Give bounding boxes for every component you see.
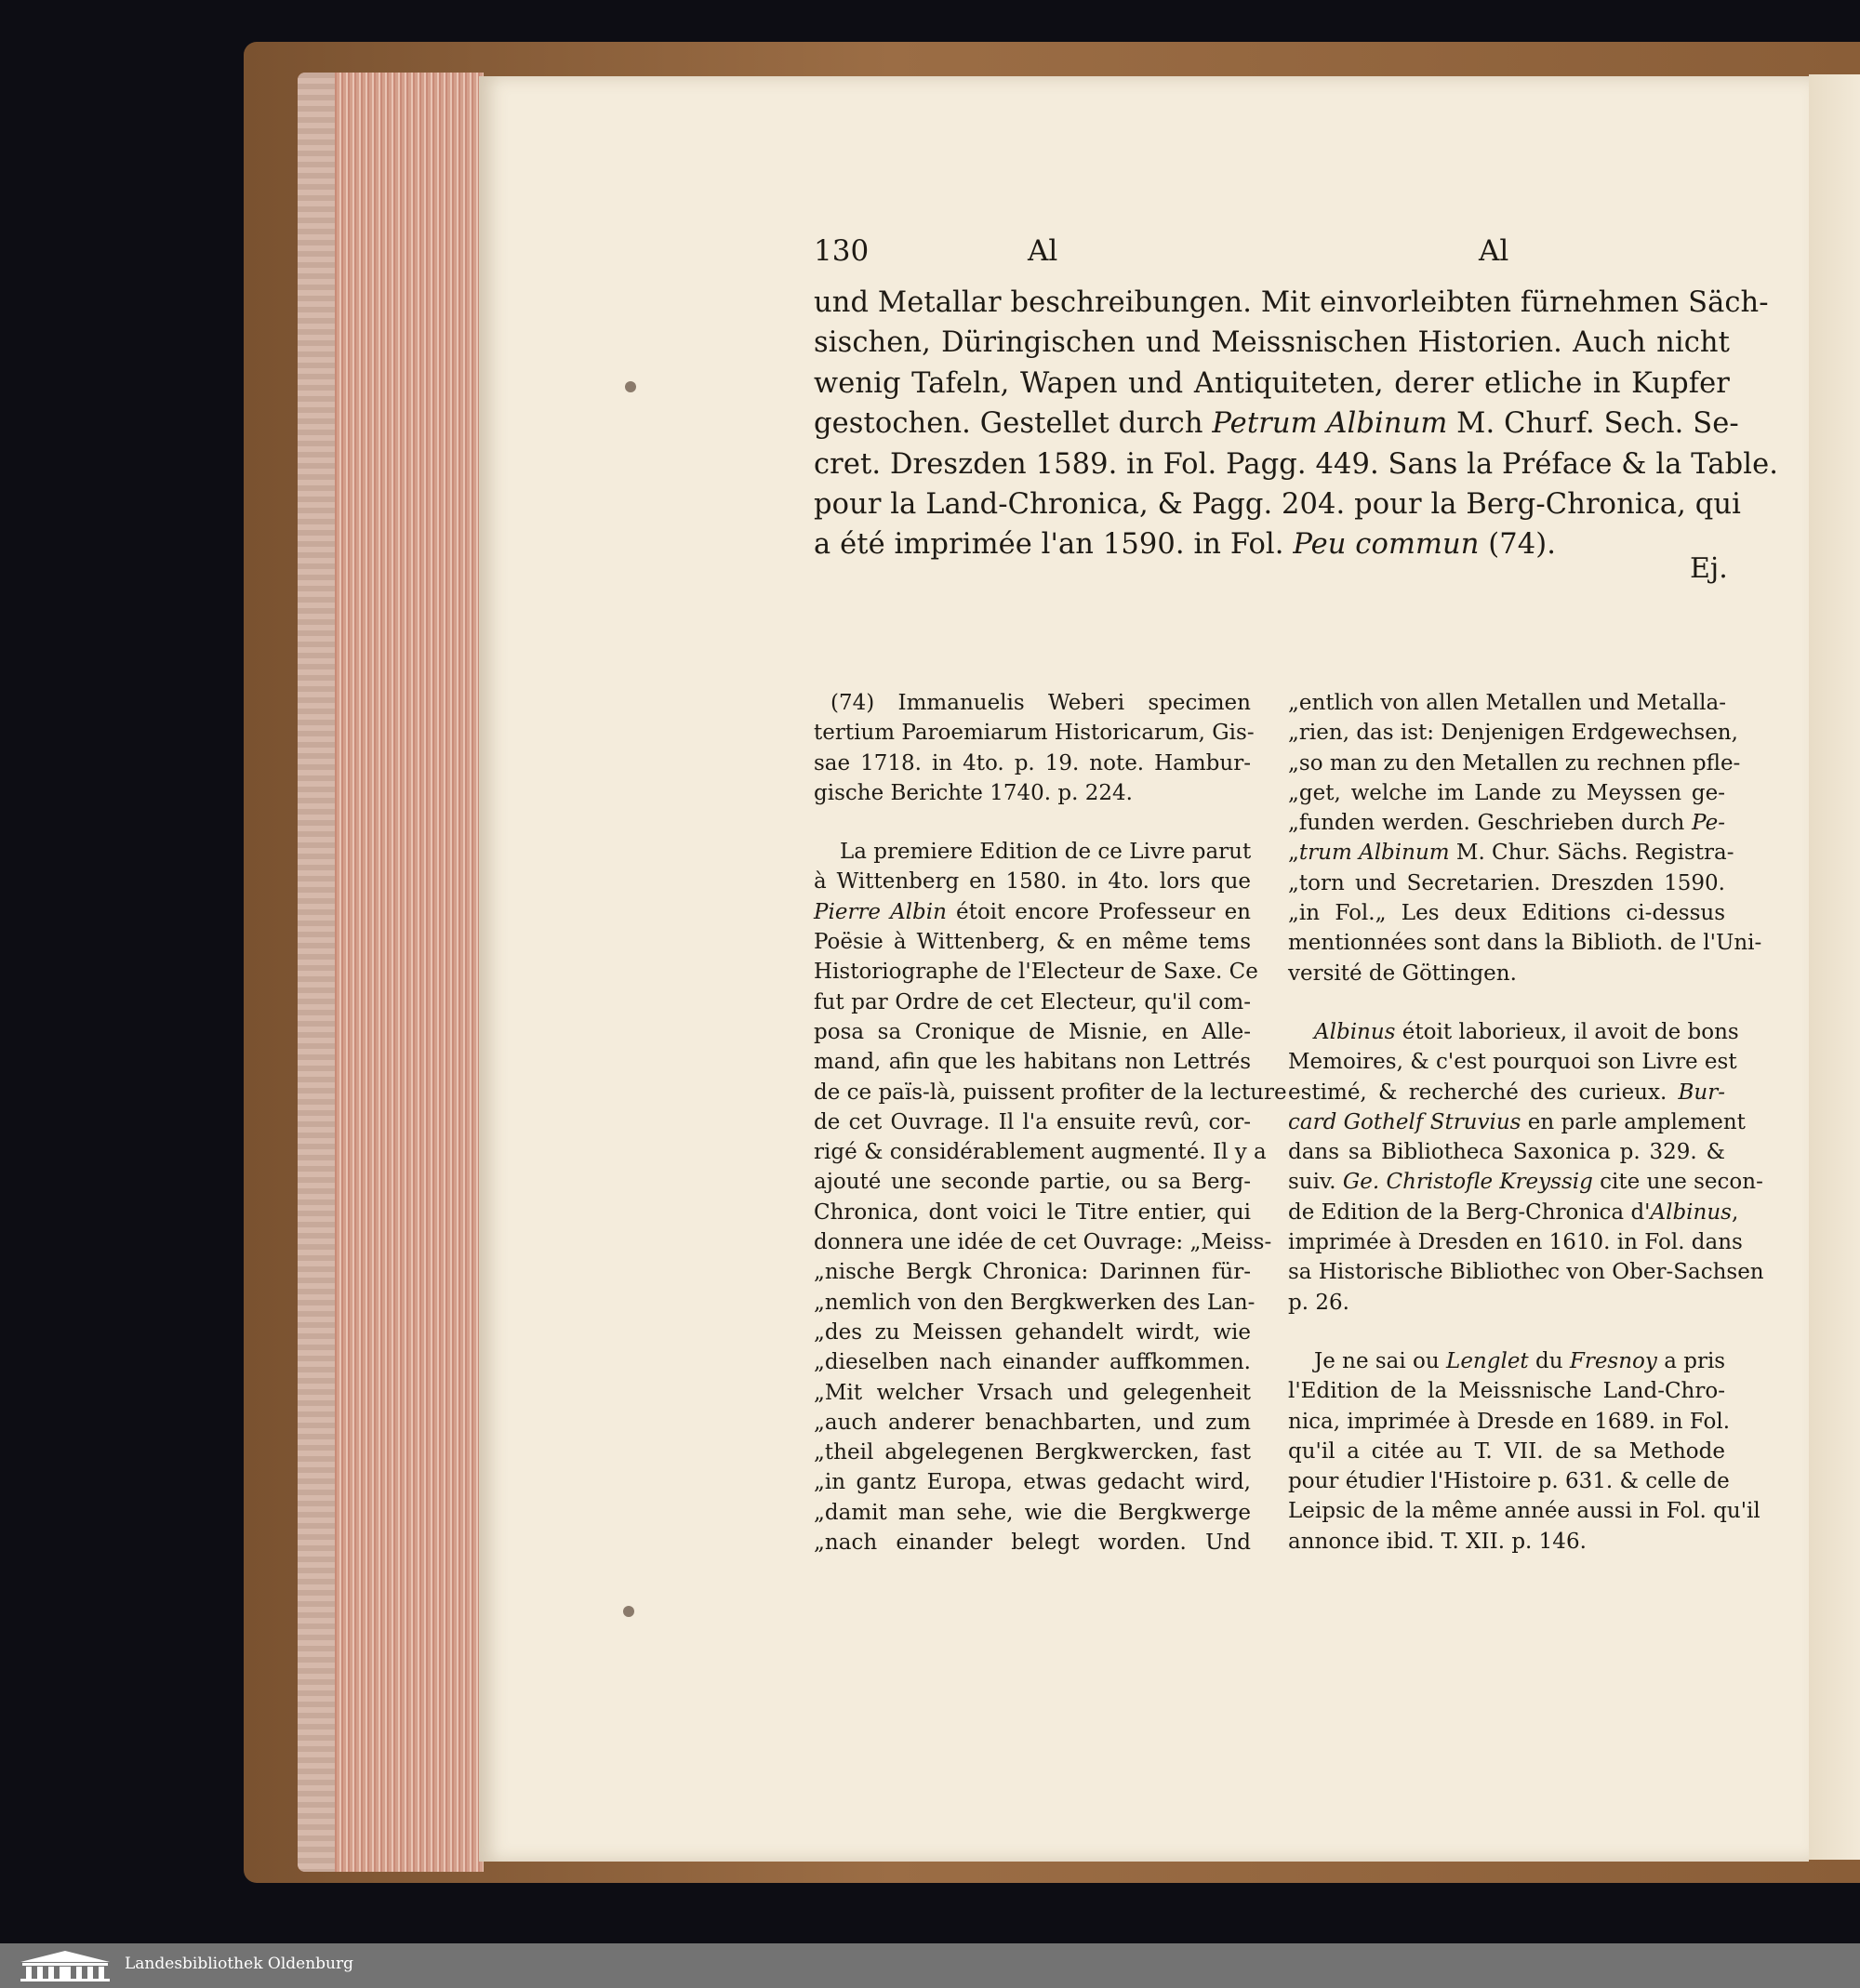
paragraph-title-continued [1288, 688, 1762, 988]
library-building-icon [13, 1949, 117, 1982]
footer-bar [0, 1943, 1860, 1988]
spine-edge [298, 73, 335, 1872]
text-line: und Metallar beschreibungen. Mit einvorleibten fürnehmen Säch- [814, 286, 1769, 319]
text-line: p. 26. [1288, 1290, 1349, 1315]
continued-title-block [814, 283, 1779, 565]
text-line: mand, afin que les habitans non Lettrés [814, 1050, 1251, 1075]
text-line: donnera une idée de cet Ouvrage: „Meiss- [814, 1230, 1272, 1255]
text-line: „damit man sehe, wie die Bergkwerge [814, 1500, 1251, 1525]
right-column [1288, 688, 1764, 1557]
book-page [479, 76, 1809, 1862]
paper-spot [625, 381, 636, 392]
text-line: „theil abgelegenen Bergkwercken, fast [814, 1440, 1251, 1465]
text-line: „entlich von allen Metallen und Metalla- [1288, 691, 1726, 715]
text-line: card Gothelf Struvius en parle amplement [1288, 1109, 1746, 1134]
text-line: de ce païs-là, puissent profiter de la lecture [814, 1080, 1287, 1105]
running-head-left: Al [1028, 234, 1058, 268]
text-line: à Wittenberg en 1580. in 4to. lors que [814, 869, 1251, 895]
running-head-right: Al [1479, 234, 1509, 268]
text-line: wenig Tafeln, Wapen und Antiquiteten, derer etliche in Kupfer [814, 366, 1730, 400]
text-line: „rien, das ist: Denjenigen Erdgewechsen, [1288, 721, 1738, 746]
text-line: Memoires, & c'est pourquoi son Livre est [1288, 1050, 1737, 1075]
footnote-74 [814, 688, 1255, 808]
page-edges [298, 73, 484, 1872]
text-line: mentionnées sont dans la Biblioth. de l'Uni- [1288, 931, 1762, 956]
text-line: versité de Göttingen. [1288, 961, 1517, 986]
text-line: Historiographe de l'Electeur de Saxe. Ce [814, 960, 1258, 985]
text-line: nica, imprimée à Dresde en 1689. in Fol. [1288, 1409, 1731, 1434]
text-line: Albinus étoit laborieux, il avoit de bons [1314, 1019, 1739, 1044]
paragraph-first-edition [814, 837, 1287, 1557]
text-line: sischen, Düringischen und Meissnischen Historien. Auch nicht [814, 326, 1730, 360]
text-line: „nach einander belegt worden. Und [814, 1531, 1251, 1556]
paragraph-albinus [1288, 1017, 1764, 1318]
text-line: suiv. Ge. Christofle Kreyssig cite une secon- [1288, 1170, 1763, 1195]
text-line: estimé, & recherché des curieux. Bur- [1288, 1080, 1725, 1105]
text-line: La premiere Edition de ce Livre parut [840, 840, 1252, 865]
text-line: Leipsic de la même année aussi in Fol. qu'il [1288, 1499, 1760, 1524]
text-line: Poësie à Wittenberg, & en même tems [814, 930, 1251, 955]
text-line: (74) Immanuelis Weberi specimen [830, 691, 1251, 715]
text-line: qu'il a citée au T. VII. de sa Methode [1288, 1438, 1725, 1464]
text-line: imprimée à Dresden en 1610. in Fol. dans [1288, 1230, 1743, 1255]
text-line: „so man zu den Metallen zu rechnen pfle- [1288, 750, 1741, 775]
text-line: pour étudier l'Histoire p. 631. & celle de [1288, 1469, 1730, 1494]
text-line: „auch anderer benachbarten, und zum [814, 1410, 1251, 1435]
facing-page-edge [1809, 74, 1860, 1860]
text-line: „nische Bergk Chronica: Darinnen für- [814, 1260, 1251, 1285]
text-line: de Edition de la Berg-Chronica d'Albinus, [1288, 1199, 1739, 1225]
text-line: gestochen. Gestellet durch Petrum Albinum M. Churf. Sech. Se- [814, 407, 1739, 441]
text-line: dans sa Bibliotheca Saxonica p. 329. & [1288, 1140, 1725, 1165]
paragraph-lenglet [1288, 1346, 1760, 1557]
text-line: „in gantz Europa, etwas gedacht wird, [814, 1470, 1251, 1495]
library-name: Landesbibliothek Oldenburg [125, 1955, 354, 1973]
text-line: „Mit welcher Vrsach und gelegenheit [814, 1380, 1251, 1405]
text-line: pour la Land-Chronica, & Pagg. 204. pour la Berg-Chronica, qui [814, 488, 1741, 522]
text-line: „in Fol.„ Les deux Editions ci-dessus [1288, 901, 1725, 926]
text-line: annonce ibid. T. XII. p. 146. [1288, 1529, 1587, 1554]
text-line: l'Edition de la Meissnische Land-Chro- [1288, 1379, 1725, 1404]
text-line: fut par Ordre de cet Electeur, qu'il com- [814, 989, 1251, 1014]
catchword: Ej. [1690, 552, 1728, 585]
text-line: „get, welche im Lande zu Meyssen ge- [1288, 780, 1725, 805]
text-line: „funden werden. Geschrieben durch Pe- [1288, 811, 1725, 836]
text-line: tertium Paroemiarum Historicarum, Gis- [814, 721, 1255, 746]
text-line: „dieselben nach einander auffkommen. [814, 1350, 1251, 1375]
text-line: cret. Dreszden 1589. in Fol. Pagg. 449. Sans la Préface & la Table. [814, 447, 1779, 481]
text-line: „torn und Secretarien. Dreszden 1590. [1288, 870, 1725, 895]
paper-spot [623, 1606, 634, 1617]
text-line: rigé & considérablement augmenté. Il y a [814, 1140, 1267, 1165]
text-line: Pierre Albin étoit encore Professeur en [814, 899, 1251, 924]
text-line: gische Berichte 1740. p. 224. [814, 780, 1133, 805]
text-line: Je ne sai ou Lenglet du Fresnoy a pris [1314, 1348, 1726, 1373]
text-line: ajouté une seconde partie, ou sa Berg- [814, 1170, 1251, 1195]
text-line: „trum Albinum M. Chur. Sächs. Registra- [1288, 841, 1734, 866]
text-line: „des zu Meissen gehandelt wirdt, wie [814, 1319, 1251, 1345]
text-line: a été imprimée l'an 1590. in Fol. Peu commun (74). [814, 528, 1557, 562]
text-line: sa Historische Bibliothec von Ober-Sachsen [1288, 1260, 1764, 1285]
text-line: posa sa Cronique de Misnie, en Alle- [814, 1019, 1251, 1044]
text-line: de cet Ouvrage. Il l'a ensuite revû, cor- [814, 1109, 1251, 1134]
page-number: 130 [814, 234, 870, 268]
left-column [814, 688, 1287, 1557]
text-line: „nemlich von den Bergkwerken des Lan- [814, 1290, 1256, 1315]
text-line: sae 1718. in 4to. p. 19. note. Hambur- [814, 750, 1251, 775]
text-line: Chronica, dont voici le Titre entier, qui [814, 1199, 1251, 1225]
